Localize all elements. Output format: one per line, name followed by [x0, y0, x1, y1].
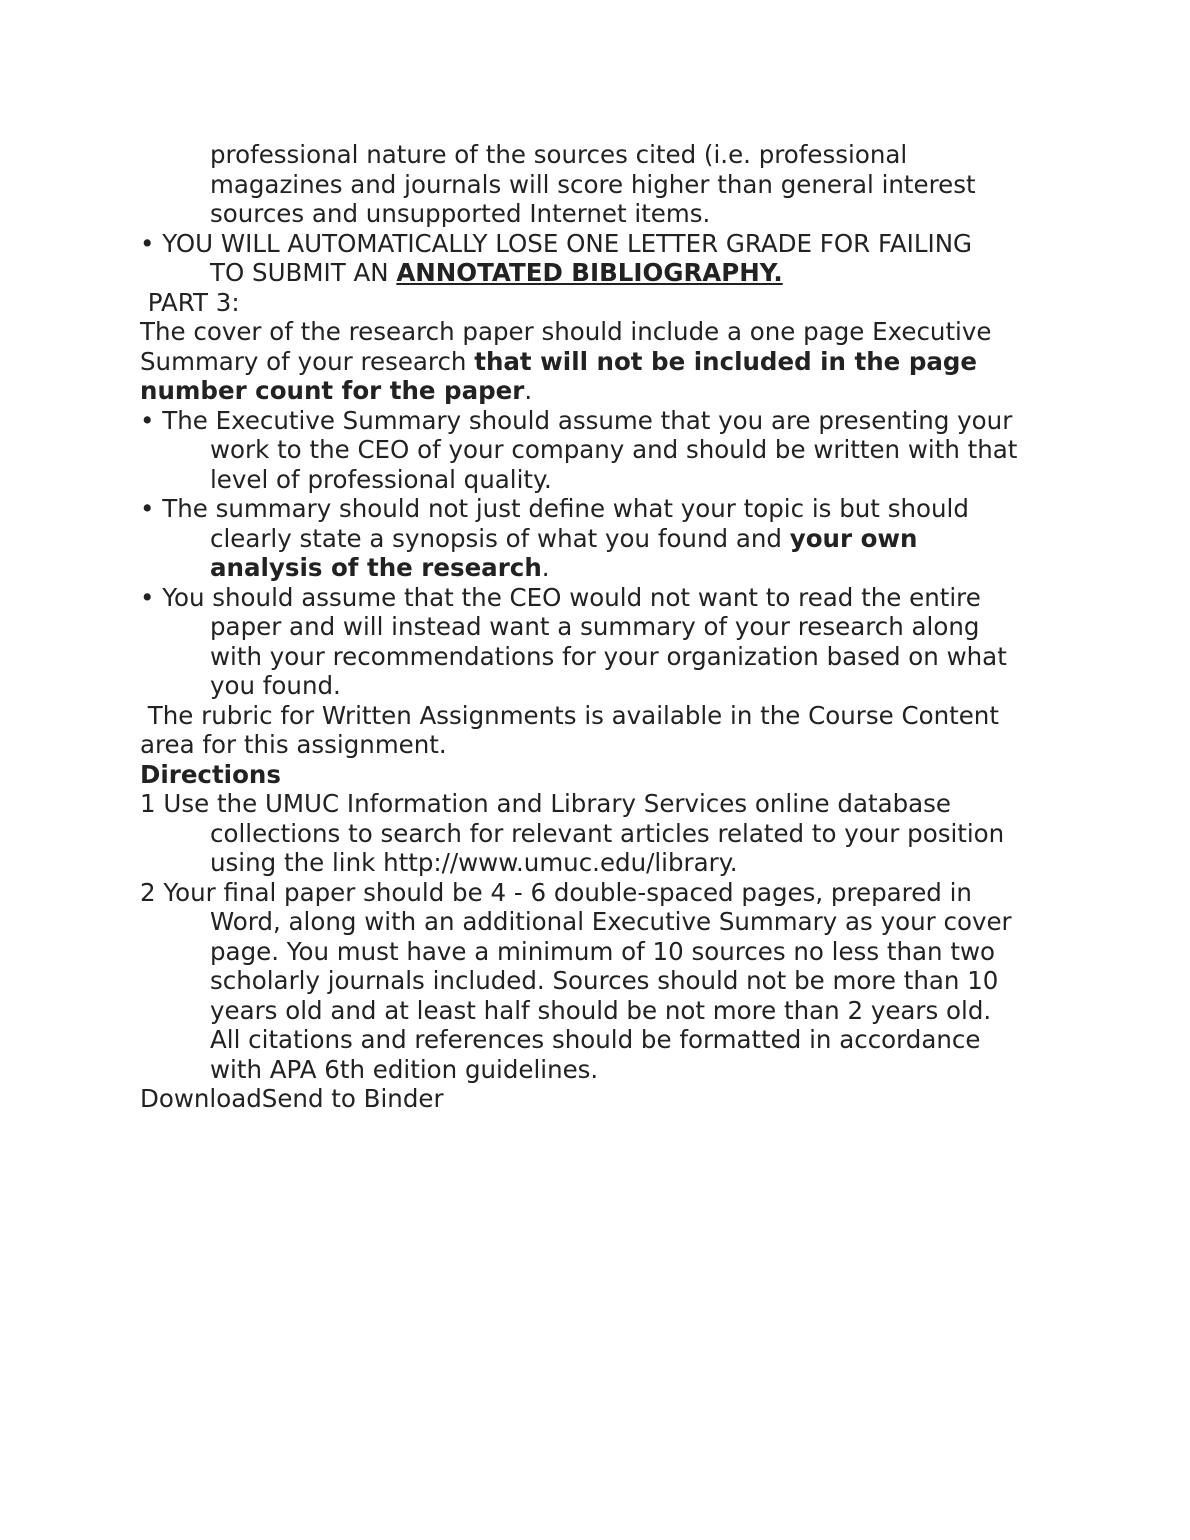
carryover-line-2: magazines and journals will score higher than general interest	[210, 169, 976, 199]
bullet1-line2: work to the CEO of your company and should be written with that	[210, 435, 1018, 464]
bullet3-line4: you found.	[210, 671, 341, 700]
bullet-lose-grade	[140, 229, 1055, 288]
bullet3-line2: paper and will instead want a summary of your research along	[210, 612, 980, 641]
bullet2-line3-suffix: .	[541, 553, 550, 582]
part3-intro-line2: Summary of your research	[140, 346, 475, 376]
directions-item-number: 1	[140, 789, 156, 818]
part3-intro-line1: The cover of the research paper should include a one page Executive	[140, 317, 992, 346]
bullet-summary-synopsis	[140, 494, 1055, 583]
download-link[interactable]: Download	[140, 1084, 262, 1113]
bullet1-line1: The Executive Summary should assume that you are presenting your	[162, 405, 1013, 435]
part3-intro-line3-bold: number count for the paper	[140, 376, 525, 405]
directions-item1-line1: Use the UMUC Information and Library Services online database	[163, 789, 951, 818]
document-page	[140, 140, 1055, 1114]
directions-item2-line6: All citations and references should be formatted in accordance	[210, 1025, 981, 1054]
directions-item-1	[140, 789, 1055, 878]
rubric-line1: The rubric for Written Assignments is available in the Course Content	[140, 700, 999, 730]
bullet-executive-summary	[140, 406, 1055, 495]
bullet-marker: •	[140, 228, 155, 258]
bullet3-line1: You should assume that the CEO would not want to read the entire	[162, 582, 981, 612]
directions-item2-line5: years old and at least half should be not more than 2 years old.	[210, 995, 992, 1025]
bullet2-line2-bold: your own	[789, 523, 918, 553]
part3-heading: PART 3:	[140, 287, 240, 317]
send-to-binder-link[interactable]: Send to Binder	[261, 1084, 444, 1113]
bullet2-line1: The summary should not just define what your topic is but should	[162, 494, 969, 523]
bullet3-line3: with your recommendations for your organization based on what	[210, 641, 1007, 671]
carryover-line-3: sources and unsupported Internet items.	[210, 199, 711, 228]
part3-intro-line2-bold: that will not be included in the page	[474, 346, 978, 376]
rubric-line2: area for this assignment.	[140, 730, 447, 759]
footer-actions	[140, 1084, 1055, 1114]
bullet2-line3-bold: analysis of the research	[210, 553, 542, 582]
directions-item1-line3: using the link http://www.umuc.edu/library.	[210, 848, 738, 877]
bullet2-line2: clearly state a synopsis of what you found and	[210, 523, 790, 553]
directions-item2-line1: Your final paper should be 4 - 6 double-spaced pages, prepared in	[163, 877, 972, 907]
bullet-marker: •	[140, 582, 155, 612]
directions-heading: Directions	[140, 759, 281, 789]
directions-item-2	[140, 878, 1055, 1085]
bullet-lose-grade-line2: TO SUBMIT AN	[210, 258, 397, 287]
directions-item2-line3: page. You must have a minimum of 10 sources no less than two	[210, 936, 995, 966]
bullet-marker: •	[140, 494, 155, 523]
bullet-lose-grade-line1: YOU WILL AUTOMATICALLY LOSE ONE LETTER GRADE FOR FAILING	[162, 228, 973, 258]
bullet1-line3: level of professional quality.	[210, 464, 552, 494]
bullet-ceo-summary	[140, 583, 1055, 701]
directions-item2-line2: Word, along with an additional Executive Summary as your cover	[210, 907, 1012, 936]
part3-intro-line3-suffix: .	[524, 376, 533, 405]
directions-item1-line2: collections to search for relevant articles related to your position	[210, 818, 1005, 848]
directions-item2-line4: scholarly journals included. Sources should not be more than 10	[210, 966, 999, 995]
directions-item2-line7: with APA 6th edition guidelines.	[210, 1054, 599, 1084]
carryover-line-1: professional nature of the sources cited (i.e. professional	[210, 140, 908, 169]
annotated-bibliography-emphasis: ANNOTATED BIBLIOGRAPHY.	[396, 258, 783, 287]
directions-item-number: 2	[140, 877, 156, 907]
bullet-marker: •	[140, 405, 155, 435]
